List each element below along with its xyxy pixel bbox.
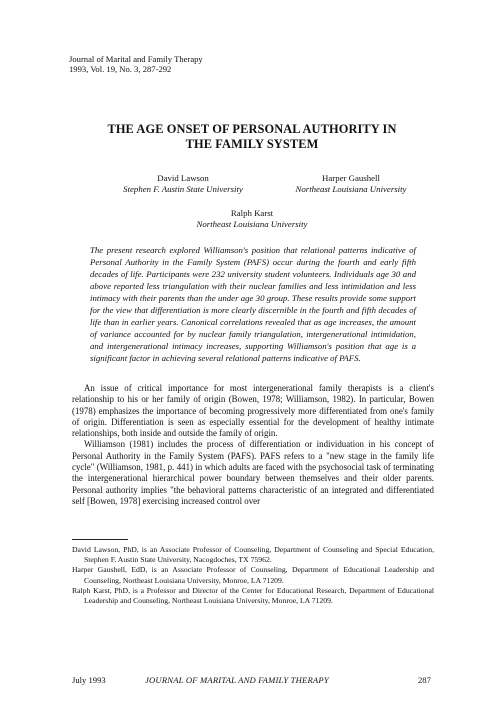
author-affiliation: Northeast Louisiana University (295, 184, 407, 194)
author-name: Ralph Karst (230, 208, 274, 218)
journal-citation (69, 54, 203, 74)
author-name: David Lawson (157, 173, 209, 183)
journal-name: Journal of Marital and Family Therapy (69, 54, 203, 64)
author-name: Harper Gaushell (322, 173, 380, 183)
author-block-3 (162, 208, 342, 230)
footnote-karst: Ralph Karst, PhD, is a Professor and Director of the Center for Educational Research, Department of Educational Leadership and Counseling, Northeast Louisiana University, Monroe, LA 71209. (72, 585, 434, 606)
author-footnotes (72, 545, 434, 606)
author-affiliation: Northeast Louisiana University (196, 219, 308, 229)
body-paragraph-2: Williamson (1981) includes the process of differentiation or individuation in his concept of Personal Authority in the Family System (PAFS). PAFS refers to a "new stage in the family life cycle" (Williamson, 1981, p. 441) in which adults are faced with the psychosocial task of terminating the intergenerational hierarchical power boundary between themselves and their older parents. Personal authority implies "the behavioral patterns characteristic of an integrated and differentiated self [Bowen, 1978] exercising increased control over (72, 439, 434, 506)
footer-date: July 1993 (72, 675, 106, 685)
author-block-2 (268, 173, 434, 195)
journal-volume: 1993, Vol. 19, No. 3, 287-292 (69, 64, 172, 74)
title-line-2: THE FAMILY SYSTEM (185, 137, 319, 151)
author-block-1 (98, 173, 268, 195)
page-number: 287 (418, 675, 431, 685)
footnote-lawson: David Lawson, PhD, is an Associate Professor of Counseling, Department of Counseling and Special Education, Stephen F. Austin State University, Nacogdoches, TX 75962. (72, 545, 434, 565)
body-text (72, 383, 434, 507)
footnote-rule (72, 539, 128, 540)
title-line-1: THE AGE ONSET OF PERSONAL AUTHORITY IN (107, 122, 397, 136)
body-paragraph-1: An issue of critical importance for most intergenerational family therapists is a client's relationship to his or her family of origin (Bowen, 1978; Williamson, 1982). In particular, Bowen (1978) emphasizes the importance of becoming progressively more differentiated from one's family of origin. Differentiation is seen as especially essential for the development of healthy intimate relationships, both inside and outside the family of origin. (72, 383, 434, 439)
article-title (60, 122, 444, 152)
abstract: The present research explored Williamson's position that relational patterns indicative of Personal Authority in the Family System (PAFS) occur during the fourth and early fifth decades of life. Participants were 232 university student volunteers. Individuals age 30 and above reported less triangulation with their nuclear families and less intimidation and less intimacy with their parents than the under age 30 group. These results provide some support for the view that differentiation is more clearly discernible in the fourth and fifth decades of life than in earlier years. Canonical correlations revealed that as age increases, the amount of variance accounted for by nuclear family triangulation, intergenerational intimidation, and intergenerational intimacy increases, supporting Williamson's position that age is a significant factor in achieving several relational patterns indicative of PAFS. (90, 245, 416, 363)
footer-journal: JOURNAL OF MARITAL AND FAMILY THERAPY (145, 675, 329, 685)
footnote-gaushell: Harper Gaushell, EdD, is an Associate Professor of Counseling, Department of Educational Leadership and Counseling, Northeast Louisiana University, Monroe, LA 71209. (72, 565, 434, 585)
author-affiliation: Stephen F. Austin State University (123, 184, 243, 194)
